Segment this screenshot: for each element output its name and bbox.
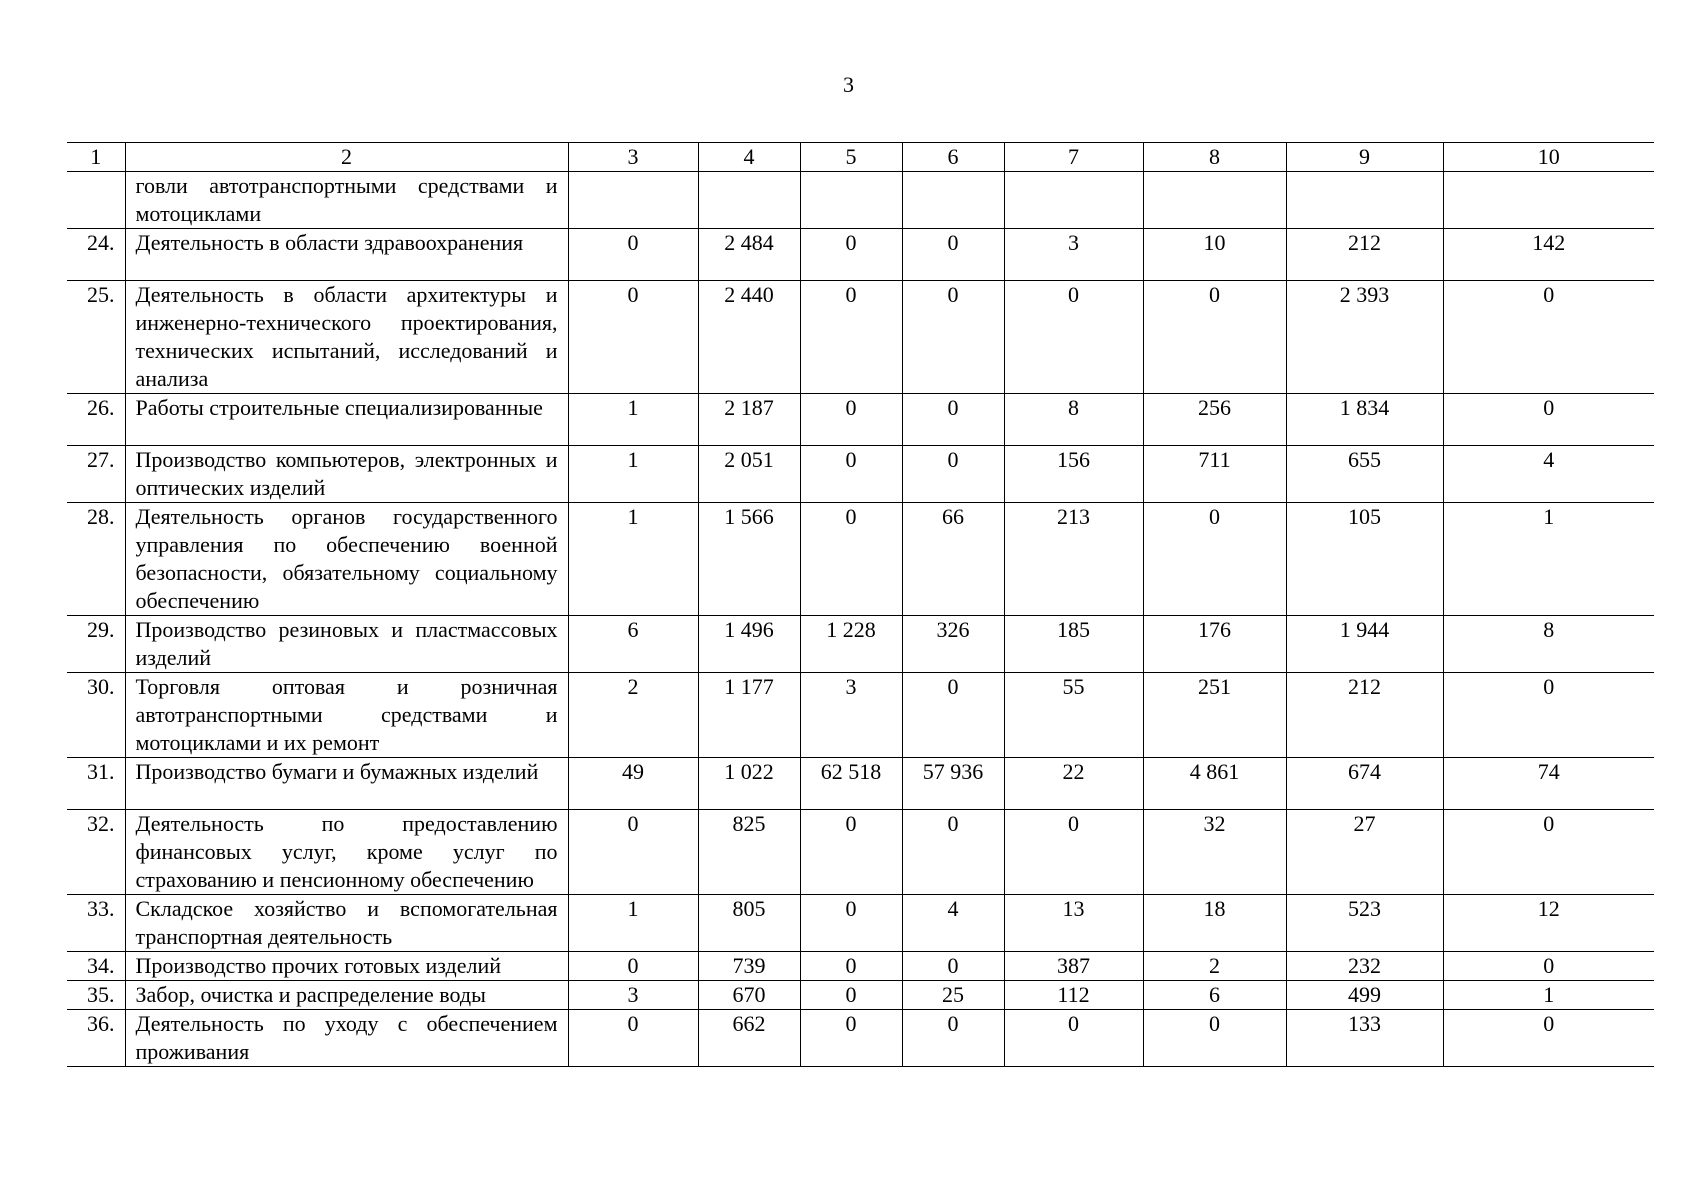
table-row [67, 281, 1654, 394]
table-header [67, 143, 1654, 172]
value-cell: 133 [1286, 1010, 1443, 1067]
activity-name: Деятельность органов государственного управления по обеспечению военной безопасности, обязательному социальному обеспечению [125, 503, 568, 616]
value-cell: 805 [698, 895, 800, 952]
value-cell [698, 172, 800, 229]
row-number: 25. [67, 281, 125, 394]
value-cell [902, 172, 1004, 229]
table-row [67, 446, 1654, 503]
value-cell [568, 172, 698, 229]
value-cell: 0 [568, 281, 698, 394]
value-cell: 0 [568, 810, 698, 895]
row-number: 29. [67, 616, 125, 673]
value-cell: 74 [1443, 758, 1654, 810]
value-cell: 8 [1443, 616, 1654, 673]
activity-name: Деятельность по уходу с обеспечением проживания [125, 1010, 568, 1067]
value-cell: 711 [1143, 446, 1286, 503]
column-header: 2 [125, 143, 568, 172]
table-row [67, 503, 1654, 616]
value-cell: 142 [1443, 229, 1654, 281]
value-cell: 0 [1443, 394, 1654, 446]
column-header: 6 [902, 143, 1004, 172]
table-row [67, 758, 1654, 810]
value-cell: 8 [1004, 394, 1143, 446]
column-header: 3 [568, 143, 698, 172]
value-cell: 2 187 [698, 394, 800, 446]
value-cell: 0 [1004, 810, 1143, 895]
value-cell: 499 [1286, 981, 1443, 1010]
data-table [67, 142, 1654, 1067]
row-number: 27. [67, 446, 125, 503]
activity-name: Деятельность в области архитектуры и инженерно-технического проектирования, технических испытаний, исследований и анализа [125, 281, 568, 394]
value-cell: 0 [902, 281, 1004, 394]
column-header: 10 [1443, 143, 1654, 172]
value-cell: 1 022 [698, 758, 800, 810]
activity-name: Производство бумаги и бумажных изделий [125, 758, 568, 810]
value-cell: 674 [1286, 758, 1443, 810]
value-cell: 0 [902, 229, 1004, 281]
value-cell: 251 [1143, 673, 1286, 758]
value-cell: 0 [800, 810, 902, 895]
value-cell [800, 172, 902, 229]
activity-name: Деятельность по предоставлению финансовых услуг, кроме услуг по страхованию и пенсионному обеспечению [125, 810, 568, 895]
row-number: 30. [67, 673, 125, 758]
value-cell: 0 [568, 229, 698, 281]
activity-name: Производство прочих готовых изделий [125, 952, 568, 981]
value-cell: 0 [800, 503, 902, 616]
value-cell: 0 [800, 446, 902, 503]
value-cell: 1 228 [800, 616, 902, 673]
row-number: 35. [67, 981, 125, 1010]
value-cell: 662 [698, 1010, 800, 1067]
value-cell: 1 [568, 895, 698, 952]
value-cell: 0 [1443, 281, 1654, 394]
row-number [67, 172, 125, 229]
value-cell: 1 [568, 394, 698, 446]
value-cell: 1 496 [698, 616, 800, 673]
value-cell: 0 [902, 810, 1004, 895]
value-cell: 185 [1004, 616, 1143, 673]
value-cell: 2 484 [698, 229, 800, 281]
value-cell: 0 [902, 673, 1004, 758]
value-cell: 3 [1004, 229, 1143, 281]
value-cell: 25 [902, 981, 1004, 1010]
value-cell: 32 [1143, 810, 1286, 895]
column-header: 4 [698, 143, 800, 172]
value-cell: 2 051 [698, 446, 800, 503]
table-row [67, 616, 1654, 673]
value-cell [1443, 172, 1654, 229]
row-number: 33. [67, 895, 125, 952]
activity-name: Работы строительные специализированные [125, 394, 568, 446]
value-cell: 212 [1286, 673, 1443, 758]
value-cell: 1 [1443, 981, 1654, 1010]
value-cell: 1 [1443, 503, 1654, 616]
table-row [67, 394, 1654, 446]
value-cell: 3 [568, 981, 698, 1010]
table-row [67, 810, 1654, 895]
row-number: 32. [67, 810, 125, 895]
value-cell: 1 177 [698, 673, 800, 758]
value-cell: 670 [698, 981, 800, 1010]
activity-name: Торговля оптовая и розничная автотранспортными средствами и мотоциклами и их ремонт [125, 673, 568, 758]
value-cell: 523 [1286, 895, 1443, 952]
value-cell: 2 [568, 673, 698, 758]
value-cell: 2 440 [698, 281, 800, 394]
value-cell: 0 [1143, 281, 1286, 394]
activity-name: Складское хозяйство и вспомогательная транспортная деятельность [125, 895, 568, 952]
table-row [67, 1010, 1654, 1067]
column-header: 9 [1286, 143, 1443, 172]
value-cell: 0 [1443, 952, 1654, 981]
value-cell: 49 [568, 758, 698, 810]
page-number: 3 [843, 72, 854, 97]
table-row [67, 895, 1654, 952]
value-cell: 0 [800, 394, 902, 446]
value-cell: 1 566 [698, 503, 800, 616]
activity-name: Забор, очистка и распределение воды [125, 981, 568, 1010]
row-number: 34. [67, 952, 125, 981]
value-cell [1143, 172, 1286, 229]
table-row [67, 981, 1654, 1010]
value-cell: 0 [902, 394, 1004, 446]
value-cell: 2 393 [1286, 281, 1443, 394]
value-cell: 655 [1286, 446, 1443, 503]
row-number: 31. [67, 758, 125, 810]
activity-name: Деятельность в области здравоохранения [125, 229, 568, 281]
table-row [67, 172, 1654, 229]
value-cell: 0 [1004, 1010, 1143, 1067]
value-cell [1004, 172, 1143, 229]
value-cell: 112 [1004, 981, 1143, 1010]
value-cell: 156 [1004, 446, 1143, 503]
value-cell: 22 [1004, 758, 1143, 810]
value-cell: 13 [1004, 895, 1143, 952]
value-cell: 4 [1443, 446, 1654, 503]
value-cell: 2 [1143, 952, 1286, 981]
value-cell: 1 [568, 446, 698, 503]
row-number: 24. [67, 229, 125, 281]
value-cell: 0 [800, 229, 902, 281]
table-row [67, 229, 1654, 281]
value-cell: 6 [1143, 981, 1286, 1010]
activity-name: Производство резиновых и пластмассовых изделий [125, 616, 568, 673]
value-cell: 0 [800, 952, 902, 981]
table-row [67, 952, 1654, 981]
value-cell: 0 [1443, 1010, 1654, 1067]
row-number: 36. [67, 1010, 125, 1067]
value-cell: 6 [568, 616, 698, 673]
value-cell: 0 [800, 281, 902, 394]
value-cell: 27 [1286, 810, 1443, 895]
value-cell: 0 [568, 1010, 698, 1067]
column-header: 8 [1143, 143, 1286, 172]
header-row [67, 143, 1654, 172]
value-cell: 10 [1143, 229, 1286, 281]
value-cell: 256 [1143, 394, 1286, 446]
value-cell: 4 861 [1143, 758, 1286, 810]
value-cell: 0 [800, 1010, 902, 1067]
value-cell: 0 [1004, 281, 1143, 394]
value-cell: 105 [1286, 503, 1443, 616]
value-cell: 739 [698, 952, 800, 981]
value-cell: 4 [902, 895, 1004, 952]
value-cell: 12 [1443, 895, 1654, 952]
row-number: 28. [67, 503, 125, 616]
value-cell: 232 [1286, 952, 1443, 981]
value-cell: 326 [902, 616, 1004, 673]
value-cell: 3 [800, 673, 902, 758]
value-cell: 213 [1004, 503, 1143, 616]
activity-name: Производство компьютеров, электронных и оптических изделий [125, 446, 568, 503]
value-cell: 66 [902, 503, 1004, 616]
value-cell: 0 [1443, 673, 1654, 758]
table-body [67, 172, 1654, 1067]
activity-name: говли автотранспортными средствами и мотоциклами [125, 172, 568, 229]
table-row [67, 673, 1654, 758]
value-cell: 62 518 [800, 758, 902, 810]
value-cell: 0 [800, 895, 902, 952]
value-cell: 212 [1286, 229, 1443, 281]
value-cell: 0 [1143, 503, 1286, 616]
value-cell: 55 [1004, 673, 1143, 758]
value-cell: 0 [1443, 810, 1654, 895]
value-cell: 387 [1004, 952, 1143, 981]
column-header: 5 [800, 143, 902, 172]
row-number: 26. [67, 394, 125, 446]
value-cell: 825 [698, 810, 800, 895]
value-cell: 0 [902, 1010, 1004, 1067]
value-cell: 0 [1143, 1010, 1286, 1067]
value-cell: 18 [1143, 895, 1286, 952]
value-cell: 1 834 [1286, 394, 1443, 446]
value-cell: 1 [568, 503, 698, 616]
value-cell: 0 [902, 952, 1004, 981]
value-cell [1286, 172, 1443, 229]
value-cell: 57 936 [902, 758, 1004, 810]
value-cell: 0 [800, 981, 902, 1010]
column-header: 1 [67, 143, 125, 172]
value-cell: 1 944 [1286, 616, 1443, 673]
column-header: 7 [1004, 143, 1143, 172]
value-cell: 0 [568, 952, 698, 981]
value-cell: 0 [902, 446, 1004, 503]
value-cell: 176 [1143, 616, 1286, 673]
